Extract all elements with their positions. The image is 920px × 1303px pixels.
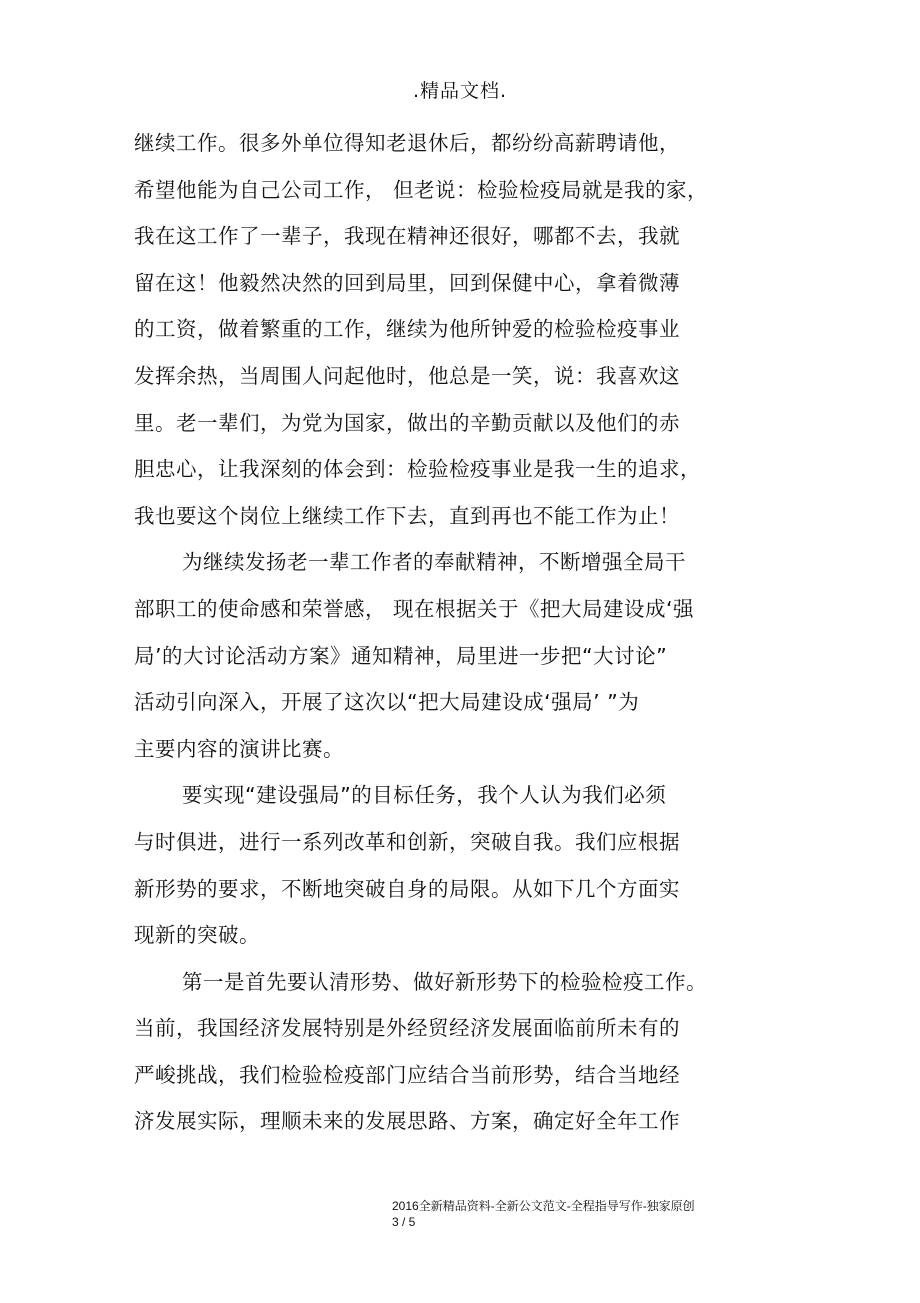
body-line: 的工资，做着繁重的工作，继续为他所钟爱的检验检疫事业 — [134, 317, 680, 342]
body-line: 部职工的使命感和荣誉感， 现在根据关于《把大局建设成‘强 — [134, 596, 695, 621]
paragraph-first-line: 要实现“建设强局”的目标任务，我个人认为我们必须 — [182, 783, 667, 808]
paragraph-first-line: 第一是首先要认清形势、做好新形势下的检验检疫工作。 — [182, 969, 707, 994]
body-line: 希望他能为自己公司工作， 但老说：检验检疫局就是我的家， — [134, 177, 709, 202]
body-line: 留在这！他毅然决然的回到局里，回到保健中心，拿着微薄 — [134, 270, 680, 295]
body-line: 局’的大讨论活动方案》通知精神，局里进一步把“大讨论” — [134, 643, 668, 668]
body-line: 现新的突破。 — [134, 923, 260, 948]
body-line: 严峻挑战，我们检验检疫部门应结合当前形势，结合当地经 — [134, 1062, 680, 1087]
body-line: 里。老一辈们，为党为国家，做出的辛勤贡献以及他们的赤 — [134, 410, 680, 435]
body-line: 发挥余热，当周围人问起他时，他总是一笑，说：我喜欢这 — [134, 363, 680, 388]
page-number: 3 / 5 — [392, 1215, 416, 1229]
body-line: 济发展实际，理顺未来的发展思路、方案，确定好全年工作 — [134, 1109, 680, 1134]
document-header-title: .精品文档. — [412, 80, 508, 102]
body-line: 当前，我国经济发展特别是外经贸经济发展面临前所未有的 — [134, 1016, 680, 1041]
body-line: 活动引向深入，开展了这次以“把大局建设成‘强局’ ”为 — [134, 690, 640, 715]
footer-note: 2016全新精品资料-全新公文范文-全程指导写作-独家原创 — [392, 1199, 695, 1213]
body-line: 继续工作。很多外单位得知老退休后，都纷纷高薪聘请他， — [134, 131, 680, 155]
body-line: 与时俱进，进行一系列改革和创新，突破自我。我们应根据 — [134, 829, 680, 854]
body-line: 我也要这个岗位上继续工作下去，直到再也不能工作为止！ — [134, 503, 680, 528]
body-line: 我在这工作了一辈子，我现在精神还很好，哪都不去，我就 — [134, 224, 680, 249]
body-line: 胆忠心，让我深刻的体会到：检验检疫事业是我一生的追求， — [134, 457, 701, 482]
body-line: 新形势的要求，不断地突破自身的局限。从如下几个方面实 — [134, 876, 680, 901]
paragraph-first-line: 为继续发扬老一辈工作者的奉献精神，不断增强全局干 — [182, 550, 686, 575]
document-body — [134, 124, 774, 1149]
body-line: 主要内容的演讲比赛。 — [134, 736, 344, 761]
